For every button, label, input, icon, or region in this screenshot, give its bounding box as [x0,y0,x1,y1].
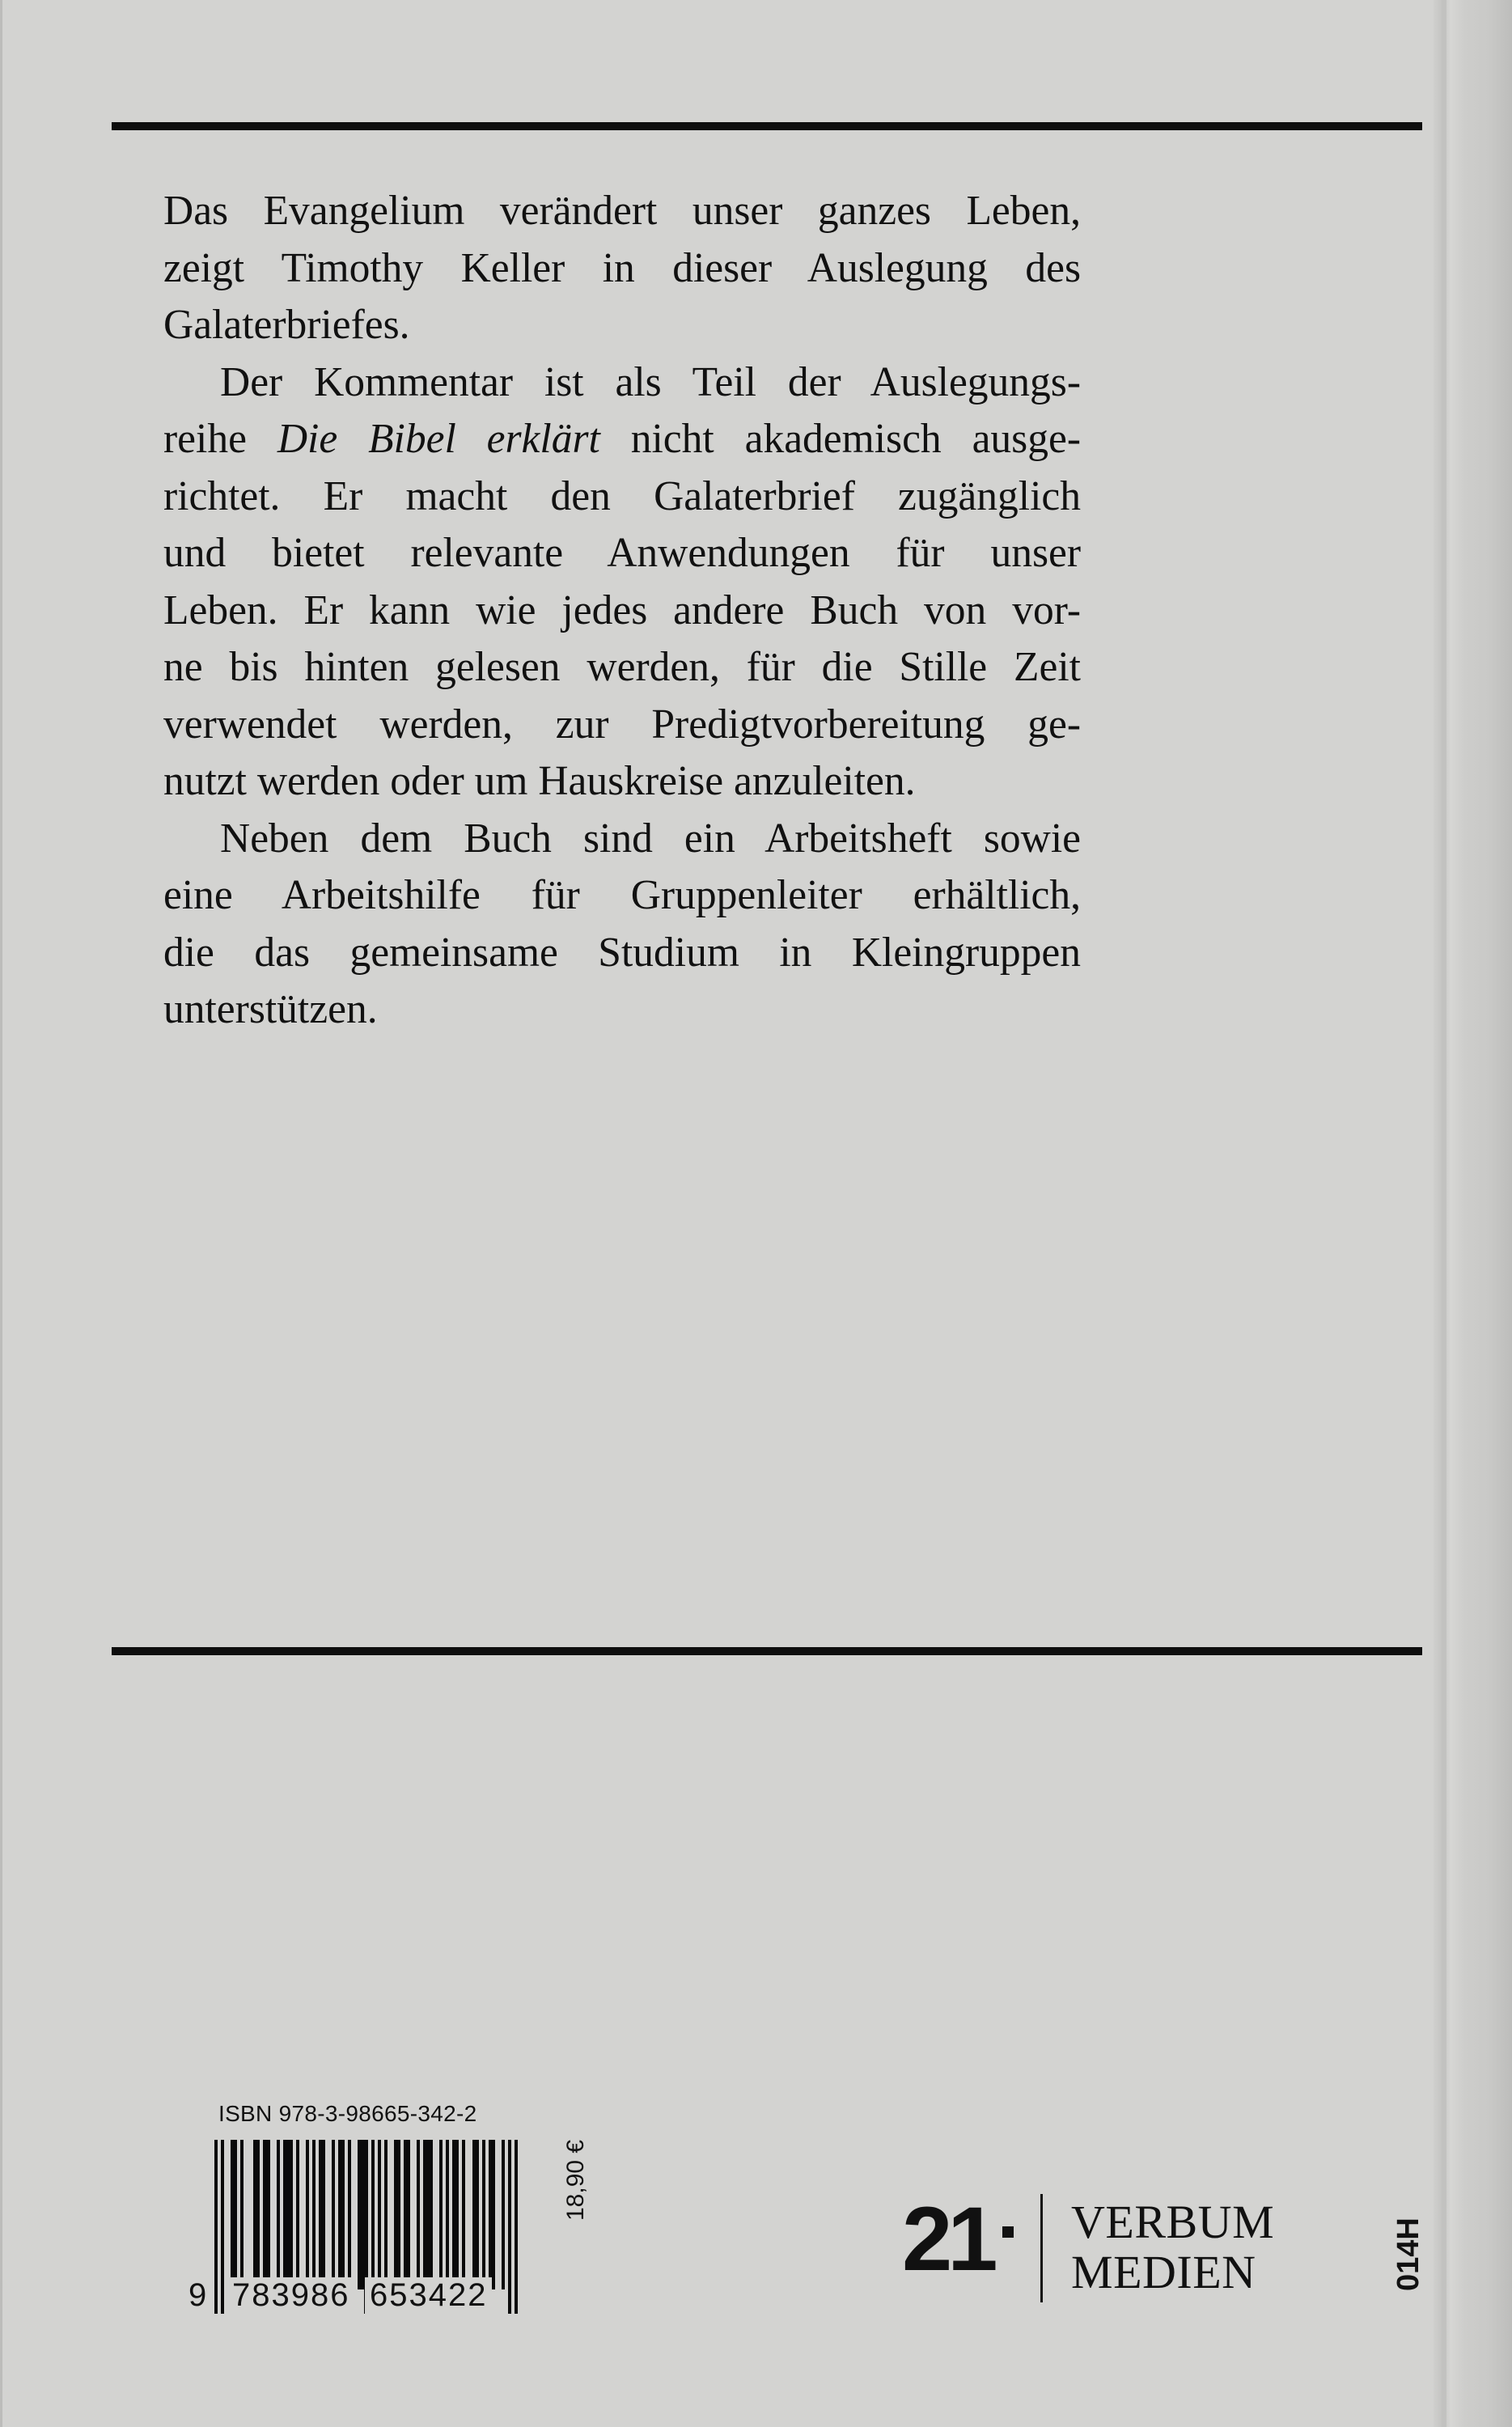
logo-divider [1040,2194,1043,2302]
barcode-bar [256,2140,260,2289]
blurb-line: richtet. Er macht den Galaterbrief zugänglich [163,472,1081,519]
blurb-line: Leben. Er kann wie jedes andere Buch von vor- [163,587,1081,633]
barcode-digit-first: 9 [188,2277,209,2313]
blurb-line-with-title [163,411,1081,468]
barcode-bar [515,2140,518,2314]
barcode-bar [492,2140,495,2289]
blurb-paragraph-3 [163,811,1081,1039]
top-rule [112,122,1422,130]
back-cover-blurb [163,183,1081,1039]
blurb-line: ne bis hinten gelesen werden, für die Stille Zeit [163,644,1081,690]
publisher-name-line-2: MEDIEN [1071,2246,1256,2298]
blurb-line: verwendet werden, zur Predigtvorbereitung ge- [163,701,1081,748]
cover-left-edge [0,0,2,2427]
barcode-bar [430,2140,433,2289]
blurb-line: zeigt Timothy Keller in dieser Auslegung des [163,244,1081,291]
barcode-bar [378,2140,381,2289]
spine-crease [1442,0,1446,2427]
barcode-bar [407,2140,410,2289]
barcode-bar [462,2140,465,2289]
barcode-bar [341,2140,345,2289]
barcode-bar [508,2140,511,2314]
barcode-bar [277,2140,280,2289]
blurb-paragraph-1 [163,183,1081,354]
barcode-bar [502,2140,505,2289]
blurb-line: Neben dem Buch sind ein Arbeitsheft sowie [220,815,1081,862]
blurb-line: unterstützen. [163,986,378,1032]
barcode-bar [446,2140,449,2289]
barcode-bar [455,2140,459,2289]
barcode-digit-group-1: 783986 [227,2277,354,2314]
blurb-line: Der Kommentar ist als Teil der Auslegungs- [220,358,1081,405]
barcode-bar [312,2140,316,2289]
blurb-line: Das Evangelium verändert unser ganzes Leben, [163,188,1081,234]
logo-dot-icon [1002,2226,1014,2238]
barcode-bar [234,2140,237,2289]
publisher-logo-21 [902,2188,993,2289]
barcode-bar [348,2140,351,2289]
blurb-line: Galaterbriefes. [163,302,410,348]
publisher-name [1071,2197,1274,2298]
barcode-block [166,2091,538,2358]
blurb-line: und bietet relevante Anwendungen für unser [163,530,1081,576]
blurb-line: eine Arbeitshilfe für Gruppenleiter erhältlich, [163,872,1081,918]
barcode-bar [214,2140,218,2314]
barcode-bar [439,2140,443,2289]
barcode-bar [397,2140,400,2289]
product-code: 014H [1391,2217,1425,2291]
blurb-text: reihe [163,416,277,462]
barcode-bar [332,2140,335,2289]
blurb-paragraph-2 [163,354,1081,811]
blurb-line: nutzt werden oder um Hauskreise anzuleiten. [163,758,916,804]
blurb-text: nicht akademisch ausge- [599,416,1081,462]
price-label: 18,90 € [562,2139,589,2221]
barcode-bar [290,2140,293,2289]
barcode-bar [306,2140,309,2289]
barcode-bar [482,2140,485,2289]
bottom-rule [112,1647,1422,1655]
isbn-label: ISBN 978-3-98665-342-2 [218,2101,477,2126]
barcode-bar [296,2140,299,2289]
logo-number: 21 [902,2188,993,2289]
barcode-bar [384,2140,388,2289]
barcode-bar [267,2140,270,2289]
barcode-bar [221,2140,224,2314]
barcode-digit-group-2: 653422 [365,2277,492,2314]
barcode-bar [417,2140,420,2289]
barcode-bar [240,2140,244,2289]
blurb-line: die das gemeinsame Studium in Kleingruppen [163,929,1081,976]
barcode-bar [322,2140,325,2289]
publisher-name-line-1: VERBUM [1071,2196,1275,2248]
series-title: Die Bibel erklärt [277,416,600,462]
barcode-bar [476,2140,479,2289]
